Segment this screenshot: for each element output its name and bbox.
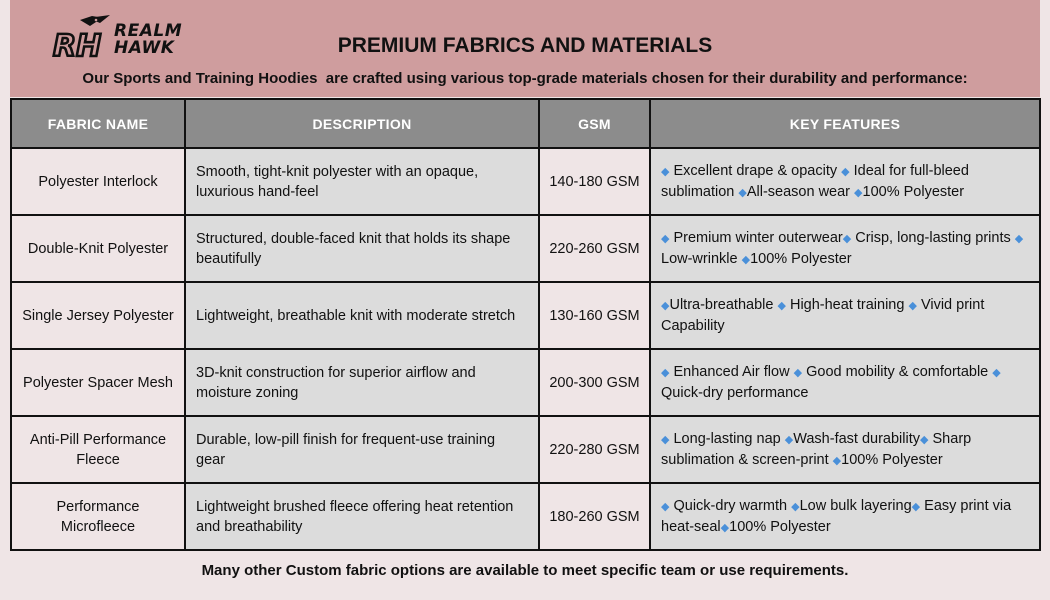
diamond-bullet-icon: ◆ (1014, 232, 1024, 245)
table-row (11, 349, 1040, 416)
features-cell: ◆ Premium winter outerwear◆ Crisp, long-lasting prints ◆ Low-wrinkle ◆100% Polyester (650, 215, 1040, 282)
table-row (11, 148, 1040, 215)
diamond-bullet-icon: ◆ (661, 165, 670, 178)
diamond-bullet-icon: ◆ (661, 232, 670, 245)
fabric-name-cell: Single Jersey Polyester (11, 282, 185, 349)
features-cell: ◆ Quick-dry warmth ◆Low bulk layering◆ Easy print via heat-seal◆100% Polyester (650, 483, 1040, 550)
table-row (11, 215, 1040, 282)
diamond-bullet-icon: ◆ (661, 500, 670, 513)
fabric-name-cell: Polyester Interlock (11, 148, 185, 215)
description-cell: Lightweight brushed fleece offering heat retention and breathability (185, 483, 539, 550)
footer-note: Many other Custom fabric options are available to meet specific team or use requirements. (201, 562, 849, 579)
fabric-name-cell: Polyester Spacer Mesh (11, 349, 185, 416)
diamond-bullet-icon: ◆ (661, 433, 670, 446)
features-cell: ◆ Enhanced Air flow ◆ Good mobility & comfortable ◆ Quick-dry performance (650, 349, 1040, 416)
diamond-bullet-icon: ◆ (738, 186, 747, 199)
gsm-cell: 180-260 GSM (539, 483, 650, 550)
diamond-bullet-icon: ◆ (842, 232, 852, 245)
description-cell: Durable, low-pill finish for frequent-use training gear (185, 416, 539, 483)
header-description: DESCRIPTION (185, 99, 539, 148)
diamond-bullet-icon: ◆ (791, 500, 800, 513)
page-title: PREMIUM FABRICS AND MATERIALS (337, 34, 713, 57)
page-subtitle: Our Sports and Training Hoodies are crafted using various top-grade materials chosen for their durability and performance: (82, 70, 968, 87)
gsm-cell: 220-280 GSM (539, 416, 650, 483)
brand-name-line2: HAWK (114, 38, 175, 58)
diamond-bullet-icon: ◆ (793, 367, 803, 379)
gsm-cell: 200-300 GSM (539, 349, 650, 416)
diamond-bullet-icon: ◆ (854, 186, 863, 199)
description-cell: Smooth, tight-knit polyester with an opaque, luxurious hand-feel (185, 148, 539, 215)
diamond-bullet-icon: ◆ (784, 433, 794, 446)
logo-mark: RH (53, 29, 102, 60)
diamond-bullet-icon: ◆ (832, 454, 842, 467)
fabric-name-cell: Performance Microfleece (11, 483, 185, 550)
table-row (11, 416, 1040, 483)
diamond-bullet-icon: ◆ (920, 433, 929, 446)
diamond-bullet-icon: ◆ (741, 253, 751, 266)
diamond-bullet-icon: ◆ (777, 300, 786, 312)
diamond-bullet-icon: ◆ (908, 300, 917, 312)
gsm-cell: 220-260 GSM (539, 215, 650, 282)
brand-name-line1: REALM (114, 21, 183, 41)
diamond-bullet-icon: ◆ (992, 367, 1001, 379)
description-cell: Structured, double-faced knit that holds its shape beautifully (185, 215, 539, 282)
table-row (11, 282, 1040, 349)
table-header-row (11, 99, 1040, 148)
features-cell: ◆ Excellent drape & opacity ◆ Ideal for full-bleed sublimation ◆All-season wear ◆100% Polyester (650, 148, 1040, 215)
fabrics-table (10, 98, 1041, 551)
fabric-name-cell: Double-Knit Polyester (11, 215, 185, 282)
gsm-cell: 140-180 GSM (539, 148, 650, 215)
features-cell: ◆Ultra-breathable ◆ High-heat training ◆ Vivid print Capability (650, 282, 1040, 349)
table-row (11, 483, 1040, 550)
fabric-name-cell: Anti-Pill Performance Fleece (11, 416, 185, 483)
description-cell: 3D-knit construction for superior airflow and moisture zoning (185, 349, 539, 416)
header-key-features: KEY FEATURES (650, 99, 1040, 148)
diamond-bullet-icon: ◆ (661, 367, 670, 379)
header-gsm: GSM (539, 99, 650, 148)
header-fabric-name: FABRIC NAME (11, 99, 185, 148)
gsm-cell: 130-160 GSM (539, 282, 650, 349)
diamond-bullet-icon: ◆ (661, 300, 670, 312)
diamond-bullet-icon: ◆ (841, 165, 850, 178)
description-cell: Lightweight, breathable knit with moderate stretch (185, 282, 539, 349)
diamond-bullet-icon: ◆ (911, 500, 921, 513)
features-cell: ◆ Long-lasting nap ◆Wash-fast durability◆ Sharp sublimation & screen-print ◆100% Polyester (650, 416, 1040, 483)
diamond-bullet-icon: ◆ (720, 521, 730, 534)
